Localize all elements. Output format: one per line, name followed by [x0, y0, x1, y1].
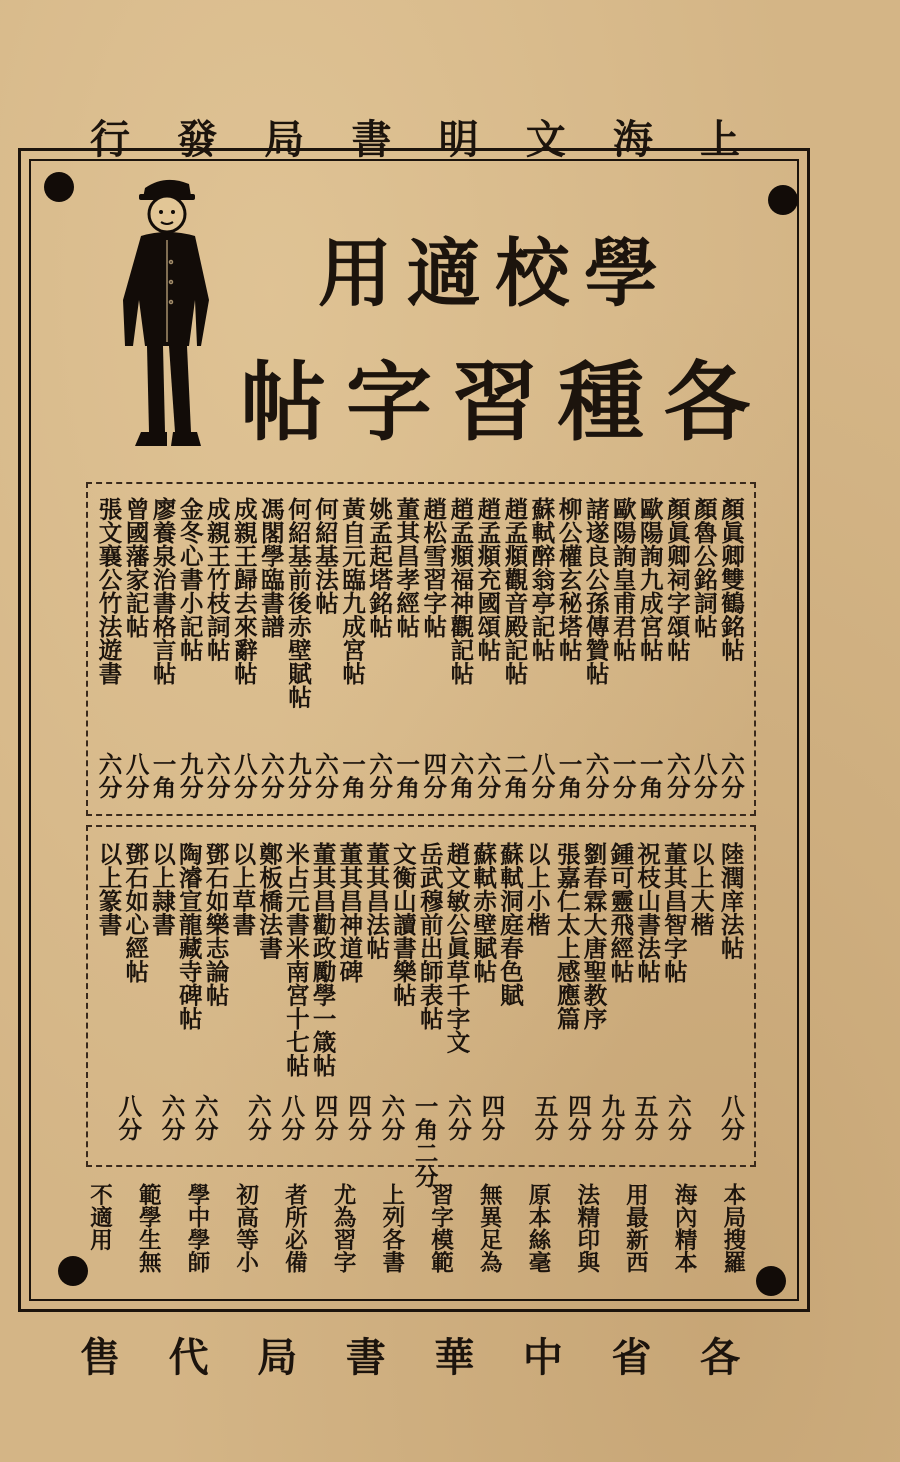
copybook-title: 以上大楷 [686, 842, 715, 936]
seller-char: 中 [522, 1334, 563, 1381]
copybook-price: 四分 [310, 1094, 339, 1141]
publisher-char: 明 [438, 116, 479, 163]
copybook-title: 以上篆書 [94, 842, 123, 936]
title-char: 帖 [240, 352, 326, 453]
copybook-title: 諸遂良公孫傳贊帖 [581, 497, 610, 685]
copybook-price: 八分 [527, 752, 556, 799]
main-title-line-2 [240, 333, 750, 457]
copybook-title: 馮閣學臨書譜 [256, 497, 285, 638]
copybook-price: 五分 [630, 1094, 659, 1141]
copybook-title: 以上隷書 [148, 842, 177, 936]
title-char: 習 [452, 352, 538, 453]
copybook-price: 六分 [662, 752, 691, 799]
publisher-char: 局 [264, 116, 305, 163]
copybook-title: 文衡山讀書樂帖 [388, 842, 417, 1007]
copybook-title: 米占元書米南宮十七帖 [281, 842, 310, 1077]
copybook-title: 鄭板橋法書 [255, 842, 284, 960]
copybook-title: 董其昌孝經帖 [392, 497, 421, 638]
copybook-price: 八分 [689, 752, 718, 799]
punch-hole-icon [44, 172, 74, 202]
seller-char: 售 [80, 1334, 121, 1381]
copybook-price: 六分 [202, 752, 231, 799]
copybook-price: 八分 [277, 1094, 306, 1141]
copybook-price: 一角 [554, 752, 583, 799]
catalog-list-1 [94, 497, 745, 747]
copybook-title: 董其昌法帖 [362, 842, 391, 960]
seller-char: 省 [611, 1334, 652, 1381]
notice-line: 海內精本 [671, 1183, 698, 1273]
copybook-price: 六分 [473, 752, 502, 799]
title-char: 學 [584, 231, 658, 317]
copybook-title: 顏眞卿雙鶴銘帖 [716, 497, 745, 662]
copybook-price: 六分 [716, 752, 745, 799]
copybook-title: 廖養泉治書格言帖 [148, 497, 177, 685]
title-char: 校 [495, 231, 570, 317]
copybook-title: 黃自元臨九成宮帖 [338, 497, 367, 685]
punch-hole-icon [768, 185, 798, 215]
notice-line: 不適用 [86, 1183, 113, 1251]
publisher-char: 海 [612, 116, 653, 163]
copybook-price: 一分 [608, 752, 637, 799]
copybook-price: 五分 [530, 1094, 559, 1141]
copybook-price: 四分 [419, 752, 448, 799]
copybook-title: 陶濬宣龍藏寺碑帖 [174, 842, 203, 1030]
copybook-title: 成親王歸去來辭帖 [229, 497, 258, 685]
copybook-price: 九分 [283, 752, 312, 799]
copybook-price: 八分 [229, 752, 258, 799]
copybook-price: 六角 [446, 752, 475, 799]
notice-line: 尤為習字 [330, 1183, 357, 1273]
notice-line: 無異足為 [476, 1183, 503, 1273]
copybook-title: 趙孟頫充國頌帖 [473, 497, 502, 662]
copybook-price: 八分 [121, 752, 150, 799]
copybook-price: 一角 [392, 752, 421, 799]
punch-hole-icon [756, 1266, 786, 1296]
copybook-price: 一角 [635, 752, 664, 799]
copybook-title: 祝枝山書法帖 [633, 842, 662, 983]
publisher-char: 行 [90, 116, 131, 163]
copybook-title: 何紹基法帖 [311, 497, 339, 615]
copybook-title: 歐陽詢九成宮帖 [635, 497, 664, 662]
copybook-title: 蘇軾赤壁賦帖 [469, 842, 498, 983]
copybook-price: 一角 [338, 752, 367, 799]
notice-line: 初高等小 [232, 1183, 259, 1273]
title-char: 適 [406, 231, 481, 317]
notice-line: 原本絲毫 [524, 1183, 551, 1273]
publisher-char: 書 [351, 116, 392, 163]
copybook-title: 柳公權玄秘塔帖 [554, 497, 583, 662]
copybook-price: 一角二分 [410, 1094, 439, 1188]
copybook-title: 顏眞卿祠字頌帖 [662, 497, 691, 662]
catalog-prices-1 [94, 752, 745, 799]
copybook-price: 九分 [175, 752, 204, 799]
copybook-title: 趙文敏公眞草千字文 [442, 842, 471, 1054]
notice-text [88, 1183, 744, 1273]
student-figure-illustration [105, 170, 225, 460]
copybook-price: 六分 [256, 752, 285, 799]
seller-char: 各 [700, 1334, 740, 1381]
copybook-price: 四分 [477, 1094, 506, 1141]
title-char: 字 [346, 352, 432, 453]
copybook-title: 陸潤庠法帖 [716, 842, 745, 960]
copybook-title: 金冬心書小記帖 [175, 497, 204, 662]
copybook-title: 曾國藩家記帖 [121, 497, 150, 638]
notice-line: 上列各書 [378, 1183, 405, 1273]
copybook-title: 張嘉仁太上感應篇 [552, 842, 581, 1030]
main-title-line-1 [318, 215, 658, 321]
copybook-title: 蘇軾醉翁亭記帖 [527, 497, 556, 662]
copybook-title: 趙松雪習字帖 [419, 497, 448, 638]
copybook-price: 二角 [500, 752, 529, 799]
copybook-title: 姚孟起塔銘帖 [365, 497, 394, 638]
copybook-price: 六分 [157, 1094, 186, 1141]
copybook-price: 六分 [243, 1094, 272, 1141]
copybook-title: 岳武穆前出師表帖 [415, 842, 444, 1030]
notice-line: 習字模範 [427, 1183, 454, 1273]
copybook-price: 六分 [581, 752, 610, 799]
title-char: 用 [318, 231, 393, 317]
copybook-price: 六分 [365, 752, 394, 799]
publisher-char: 文 [525, 116, 566, 163]
catalog-list-2 [94, 842, 745, 1092]
seller-char: 代 [168, 1334, 209, 1381]
copybook-price: 一角 [148, 752, 177, 799]
notice-line: 用最新西 [622, 1183, 649, 1273]
publisher-char: 上 [700, 116, 740, 163]
copybook-price: 八分 [716, 1094, 745, 1141]
seller-char: 局 [257, 1334, 298, 1381]
copybook-price: 八分 [114, 1094, 143, 1141]
publisher-char: 發 [177, 116, 218, 163]
copybook-price: 六分 [444, 1094, 473, 1141]
copybook-title: 董其昌神道碑 [335, 842, 364, 983]
seller-char: 華 [434, 1334, 475, 1381]
copybook-title: 張文襄公竹法遊書 [94, 497, 123, 685]
seller-char: 書 [345, 1334, 386, 1381]
copybook-price: 六分 [94, 752, 123, 799]
title-char: 種 [558, 352, 644, 453]
copybook-title: 以上小楷 [522, 842, 551, 936]
seller-line [80, 1326, 740, 1383]
copybook-title: 劉春霖大唐聖教序 [579, 842, 608, 1030]
copybook-price: 四分 [343, 1094, 372, 1141]
copybook-price: 六分 [311, 752, 339, 799]
copybook-title: 鄧石如樂志論帖 [201, 842, 230, 1007]
copybook-price: 九分 [597, 1094, 626, 1141]
copybook-title: 鄧石如心經帖 [121, 842, 150, 983]
copybook-title: 以上草書 [228, 842, 257, 936]
copybook-title: 董其昌勸政勵學一箴帖 [308, 842, 337, 1077]
title-char: 各 [664, 352, 750, 453]
notice-line: 本局搜羅 [719, 1183, 746, 1273]
copybook-title: 何紹基前後赤壁賦帖 [283, 497, 312, 709]
copybook-title: 鍾可靈飛經帖 [606, 842, 635, 983]
copybook-price: 六分 [190, 1094, 219, 1141]
copybook-price: 四分 [563, 1094, 592, 1141]
copybook-title: 蘇軾洞庭春色賦 [495, 842, 524, 1007]
notice-line: 法精印與 [573, 1183, 600, 1273]
copybook-title: 成親王竹枝詞帖 [202, 497, 231, 662]
notice-line: 學中學師 [183, 1183, 210, 1273]
copybook-title: 趙孟頫福神觀記帖 [446, 497, 475, 685]
copybook-title: 歐陽詢皇甫君帖 [608, 497, 637, 662]
copybook-title: 董其昌智字帖 [659, 842, 688, 983]
notice-line: 範學生無 [135, 1183, 162, 1273]
copybook-title: 趙孟頫觀音殿記帖 [500, 497, 529, 685]
copybook-price: 六分 [377, 1094, 406, 1141]
copybook-price: 六分 [663, 1094, 692, 1141]
copybook-title: 顏魯公銘詞帖 [689, 497, 718, 638]
catalog-prices-2 [96, 1094, 745, 1188]
notice-line: 者所必備 [281, 1183, 308, 1273]
punch-hole-icon [58, 1256, 88, 1286]
